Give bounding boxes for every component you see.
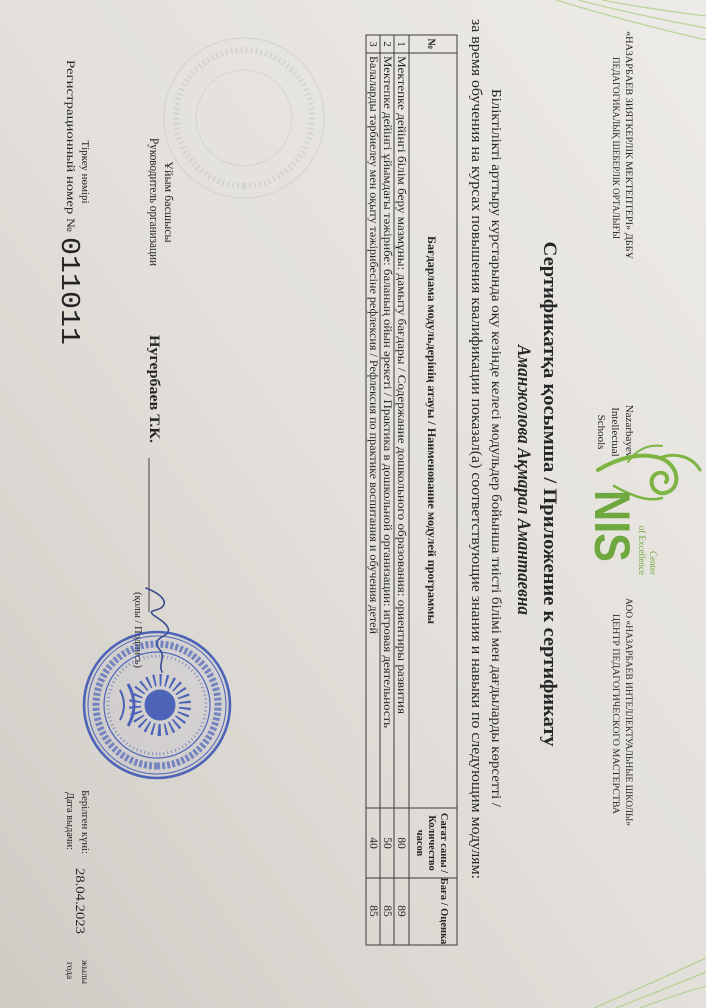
brand-name-line: Nazarbayev [623,404,635,458]
logo-caption-line: of Excellence [637,525,647,575]
issue-suffix-kz: жылы [79,960,89,985]
registration-number: 011011 [53,237,83,335]
intro-text-kz: Біліктілікті арттыру курстарында оқу кезінде келесі модульдер бойынша тиісті білімі мен дағдыларды көрсетті / [488,89,503,762]
document-title: Сертификатқа қосымша / Приложение к сертификату [539,241,560,709]
intro-text-ru: за время обучения на курсах повышения квалификации показал(а) соответствующие знания и навыки по следующим модулям: [468,19,484,834]
nis-logo-text: NIS [584,490,640,574]
header-number: № [425,38,437,50]
row-grade: 89 [395,905,407,917]
signatory-name: Нугербаев Т.К. [146,335,162,437]
header-grade: Баға / Оценка [438,877,449,945]
row-grade: 85 [367,905,379,917]
issue-label-kz: Берілген күні: [79,790,91,856]
stamp-sun-icon [145,690,175,720]
issue-label-ru: Дата выдачи: [64,792,76,854]
row-module: Мектепке дейінгі білім беру мазмұны: дамыту бағдары / Содержание дошкольного образования: ориентиры развития [395,56,407,632]
signatory-role-ru: Руководитель организации [147,138,161,281]
logo-caption-line: Center [648,551,658,575]
row-hours: 40 [367,837,379,849]
row-number: 3 [367,41,379,47]
issue-date: 28.04.2023 [73,868,87,925]
brand-name-line: Intellectual [609,407,621,457]
row-number: 2 [381,41,393,47]
header-right-line1: АОО «НАЗАРБАЕВ ИНТЕЛЛЕКТУАЛЬНЫЕ ШКОЛЫ» [623,598,633,827]
registration-label-ru: Регистрационный номер № [64,60,76,195]
signature-caption: (қолы / Подпись) [132,592,144,672]
registration-label-kz: Тіркеу нөмірі [79,140,91,204]
row-grade: 85 [381,905,393,917]
header-hours-line: Количество [426,815,437,871]
row-module: Балаларды тәрбиелеу мен оқыту тәжірибесіне рефлексия / Рефлексия по практике воспитания и обучения детей [367,56,379,605]
header-hours-line: Сағат саны / [438,812,449,874]
row-number: 1 [395,41,407,47]
issue-suffix-ru: года [64,962,74,980]
official-stamp [84,632,230,778]
header-module: Бағдарлама модульдерінің атауы / Наименование модулей программы [425,236,439,620]
header-left-line1: «НАЗАРБАЕВ ЗИЯТКЕРЛІК МЕКТЕПТЕРІ» ДББҰ [623,31,633,243]
header-right-line2: ЦЕНТР ПЕДАГОГИЧЕСКОГО МАСТЕРСТВА [610,614,620,807]
row-hours: 80 [395,837,407,849]
recipient-name: Аманжолова Ақмарал Амантаевна [513,345,534,645]
brand-name-line: Schools [595,414,607,450]
row-hours: 50 [381,837,393,849]
signatory-role-kz: Ұйым басшысы [162,161,176,243]
header-left-line2: ПЕДАГОГИКАЛЫҚ ШЕБЕРЛІК ОРТАЛЫҒЫ [610,57,620,247]
row-module: Мектепке дейінгі ұйымдағы тәжірибе: баланың ойын әрекеті / Практика в дошкольной организации: игровая деятельность [381,56,393,658]
header-hours-line: часов [414,829,425,857]
